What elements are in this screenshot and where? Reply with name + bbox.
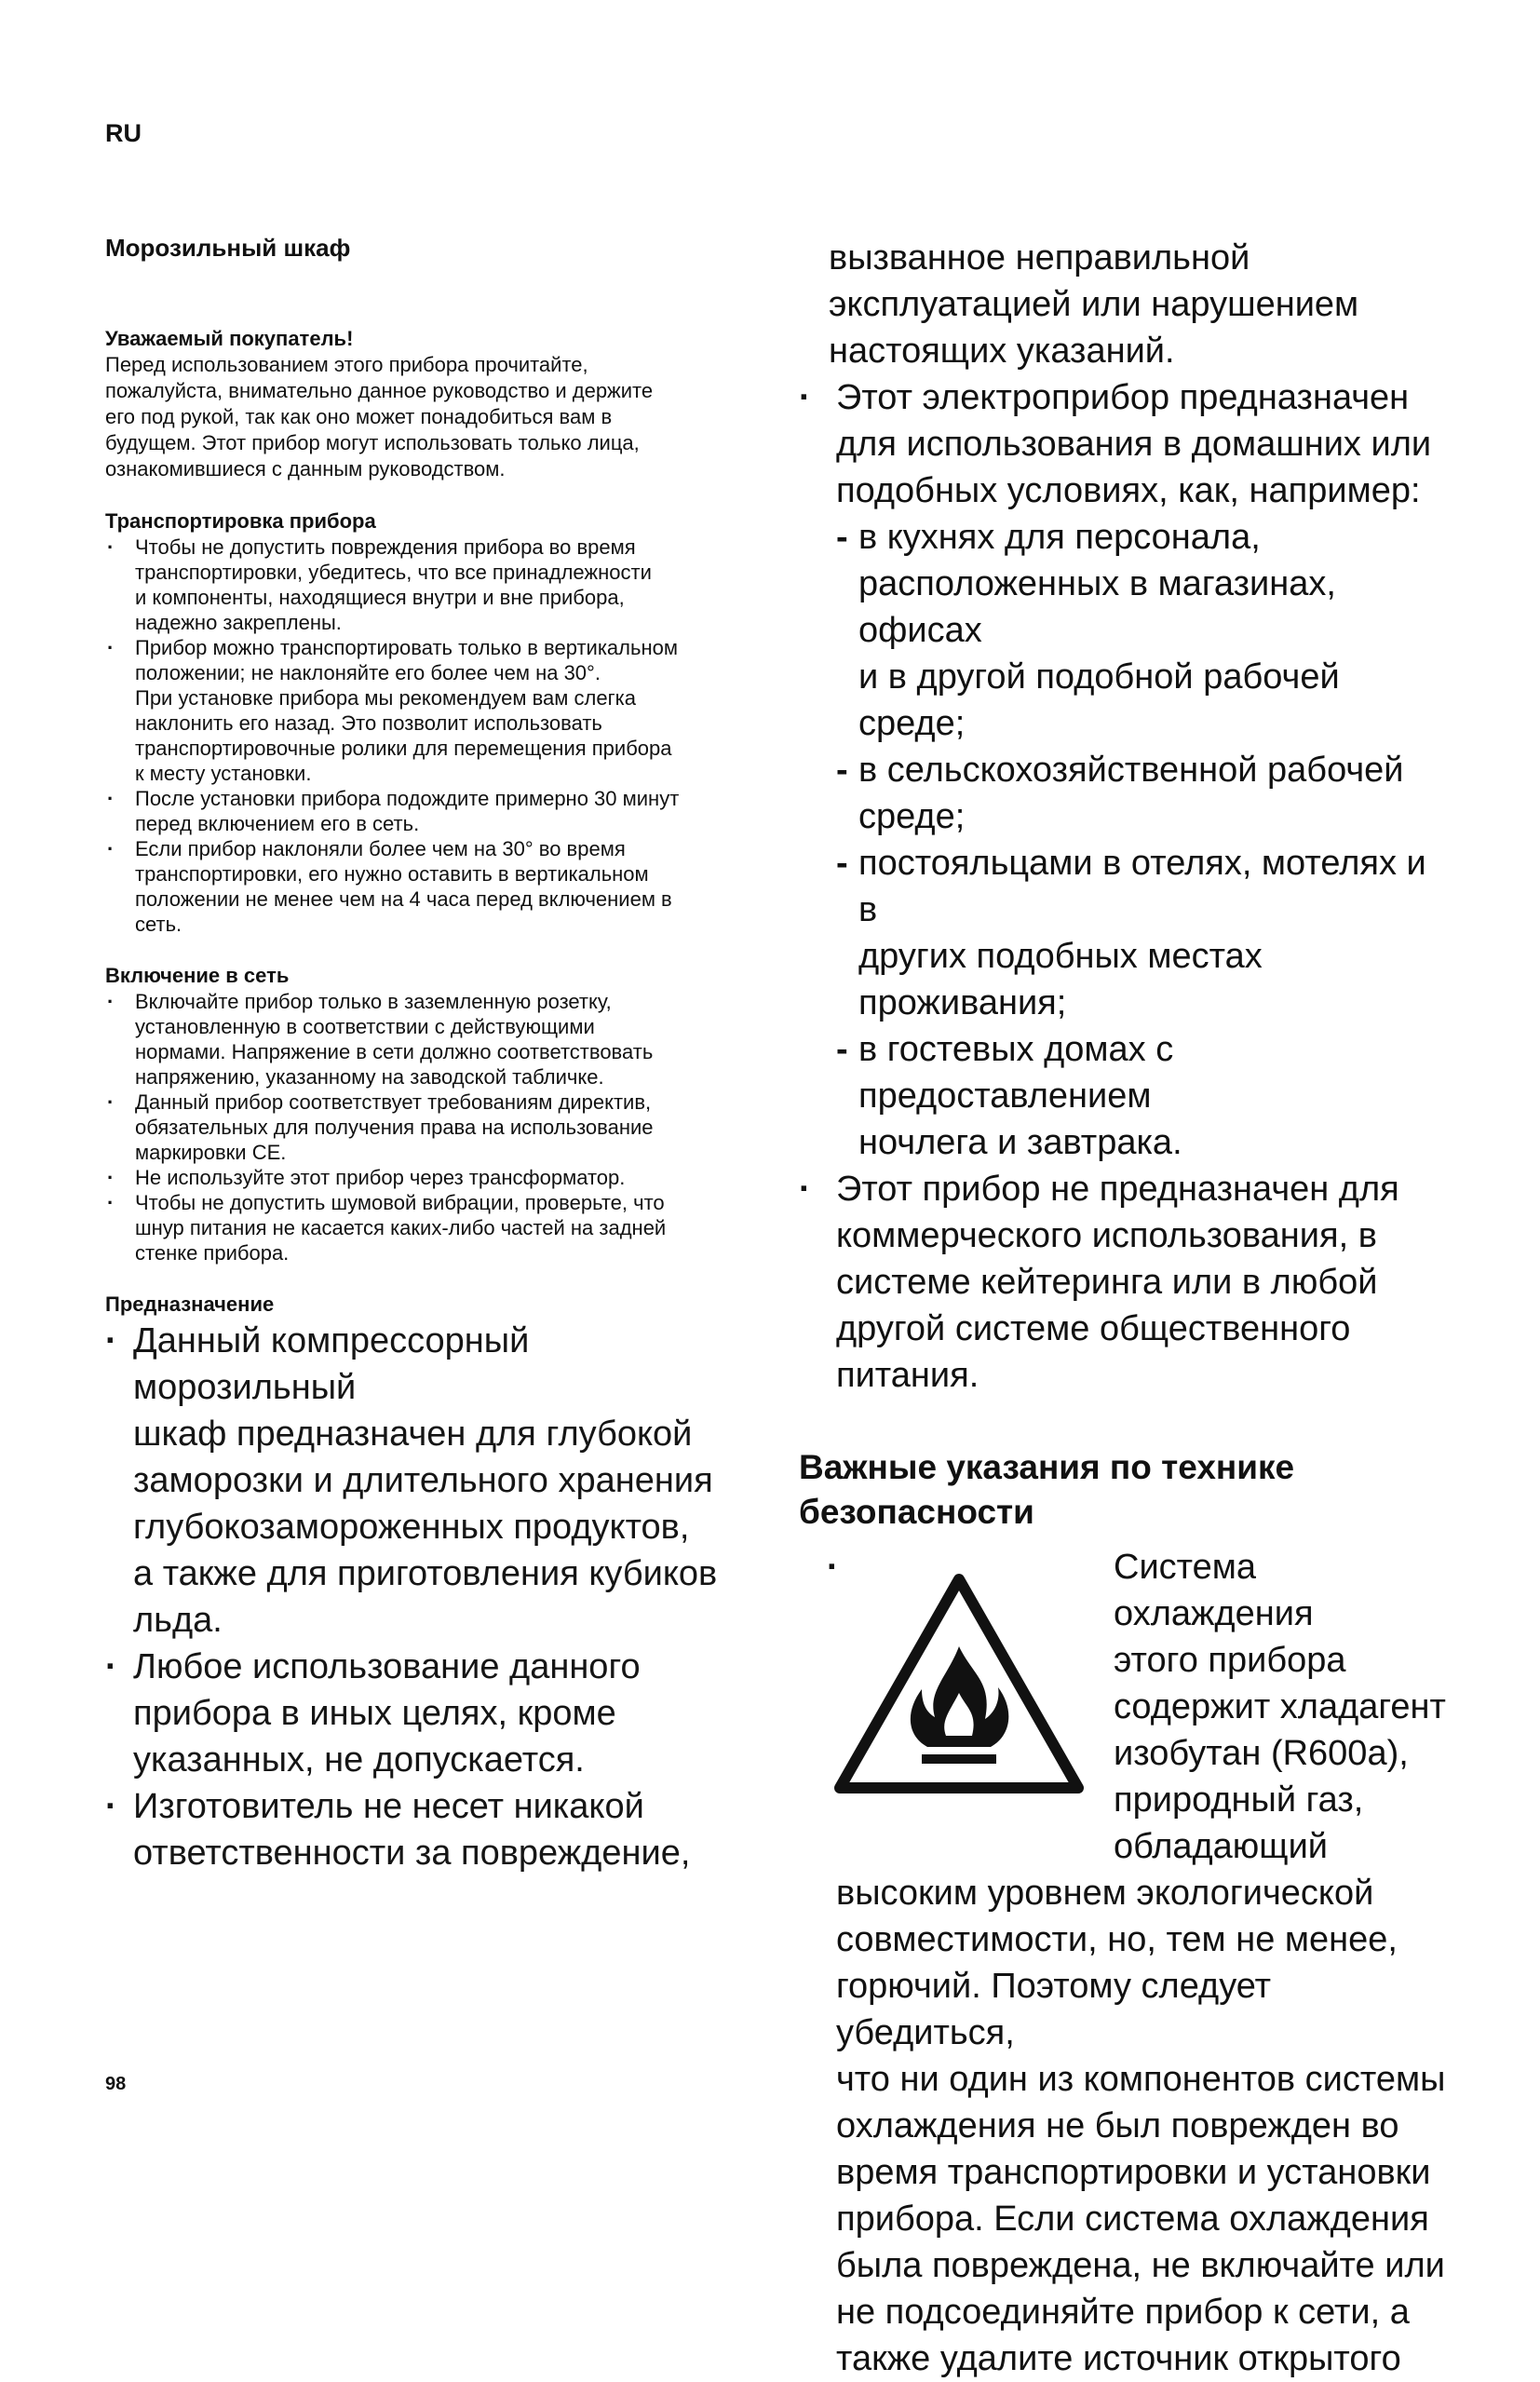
list-item: · Изготовитель не несет никакой ответственности за повреждение, bbox=[105, 1783, 757, 1876]
usage-examples bbox=[836, 514, 1451, 1166]
purpose-heading: Предназначение bbox=[105, 1293, 275, 1316]
list-item: - в кухнях для персонала, расположенных в магазинах, офисах и в другой подобной рабочей среде; bbox=[836, 514, 1451, 747]
list-item: · Этот электроприбор предназначен для использования в домашних или подобных условиях, как, например: - в кухнях для персонала, расположенных в магазинах, офисах и в другой подобной рабочей среде; - в сельскохозяйственной рабочей среде; - постояльцами в отелях, мотелях и в других подобных местах проживания; - в гостевых домах с предоставлением ночлега и завтрака. bbox=[799, 374, 1451, 1166]
bullet: · bbox=[827, 1548, 839, 1587]
transport-heading: Транспортировка прибора bbox=[105, 509, 376, 533]
household-list bbox=[799, 374, 1451, 1399]
purpose-section bbox=[105, 1292, 757, 1876]
safety-heading: Важные указания по технике безопасности bbox=[799, 1448, 1295, 1531]
greeting-text bbox=[105, 352, 757, 482]
list-item: · Данный компрессорный морозильный шкаф предназначен для глубокой заморозки и длительного хранения глубокозамороженных продуктов, а также для приготовления кубиков льда. bbox=[105, 1318, 757, 1644]
list-item: · Включайте прибор только в заземленную розетку, установленную в соответствии с действующими нормами. Напряжение в сети должно соответствовать напряжению, указанному на заводской табличке. bbox=[105, 989, 757, 1089]
list-item: · После установки прибора подождите примерно 30 минут перед включением его в сеть. bbox=[105, 786, 757, 836]
list-item: · Этот прибор не предназначен для коммерческого использования, в системе кейтеринга или в любой другой системе общественного питания. bbox=[799, 1166, 1451, 1399]
safety-section bbox=[799, 1544, 1451, 2382]
document-title: Морозильный шкаф bbox=[105, 234, 351, 262]
greeting-section bbox=[105, 326, 757, 482]
power-list bbox=[105, 989, 757, 1265]
continuation-text: вызванное неправильной эксплуатацией или нарушением настоящих указаний. bbox=[829, 238, 1359, 371]
greeting-line: пожалуйста, внимательно данное руководство и держите bbox=[105, 379, 654, 402]
list-item: - в гостевых домах с предоставлением ночлега и завтрака. bbox=[836, 1026, 1451, 1166]
list-item: · Любое использование данного прибора в иных целях, кроме указанных, не допускается. bbox=[105, 1644, 757, 1783]
power-section bbox=[105, 963, 757, 1265]
list-item: · Чтобы не допустить повреждения прибора во время транспортировки, убедитесь, что все принадлежности и компоненты, находящиеся внутри и вне прибора, надежно закреплены. bbox=[105, 535, 757, 635]
language-label: RU bbox=[105, 119, 142, 147]
refrigerant-text: Система охлаждения этого прибора содержит хладагент изобутан (R600a), природный газ, обладающий bbox=[1114, 1548, 1446, 1866]
transport-section bbox=[105, 508, 757, 937]
greeting-heading: Уважаемый покупатель! bbox=[105, 327, 354, 350]
greeting-line: ознакомившиеся с данным руководством. bbox=[105, 457, 506, 480]
list-item: · Если прибор наклоняли более чем на 30° во время транспортировки, его нужно оставить в вертикальном положении не менее чем на 4 часа перед включением в сеть. bbox=[105, 836, 757, 937]
refrigerant-text-continued: высоким уровнем экологической совместимости, но, тем не менее, горючий. Поэтому следует убедиться, что ни один из компонентов системы охлаждения не был поврежден во время транспортировки и установки прибора. Если система охлаждения была повреждена, не включайте или не подсоединяйте прибор к сети, а также удалите источник открытого bbox=[836, 1874, 1446, 2378]
list-item: - в сельскохозяйственной рабочей среде; bbox=[836, 747, 1451, 840]
purpose-list bbox=[105, 1318, 757, 1876]
list-item: · Чтобы не допустить шумовой вибрации, проверьте, что шнур питания не касается каких-либо частей на задней стенке прибора. bbox=[105, 1190, 757, 1265]
page-number: 98 bbox=[105, 2074, 127, 2094]
transport-list bbox=[105, 535, 757, 937]
list-item: · Прибор можно транспортировать только в вертикальном положении; не наклоняйте его более чем на 30°. При установке прибора мы рекомендуем вам слегка наклонить его назад. Это позволит использовать транспортировочные ролики для перемещения прибора к месту установки. bbox=[105, 635, 757, 786]
power-heading: Включение в сеть bbox=[105, 964, 290, 987]
flammable-warning-icon bbox=[832, 1572, 1086, 1795]
list-item: - постояльцами в отелях, мотелях и в других подобных местах проживания; bbox=[836, 840, 1451, 1026]
greeting-line: его под рукой, так как оно может понадобиться вам в bbox=[105, 405, 613, 428]
list-item: · Данный прибор соответствует требованиям директив, обязательных для получения права на использование маркировки CE. bbox=[105, 1089, 757, 1165]
left-column bbox=[105, 233, 757, 1876]
greeting-line: Перед использованием этого прибора прочитайте, bbox=[105, 353, 588, 376]
greeting-line: будущем. Этот прибор могут использовать только лица, bbox=[105, 431, 640, 454]
right-column bbox=[799, 235, 1451, 2382]
list-item: · Не используйте этот прибор через трансформатор. bbox=[105, 1165, 757, 1190]
